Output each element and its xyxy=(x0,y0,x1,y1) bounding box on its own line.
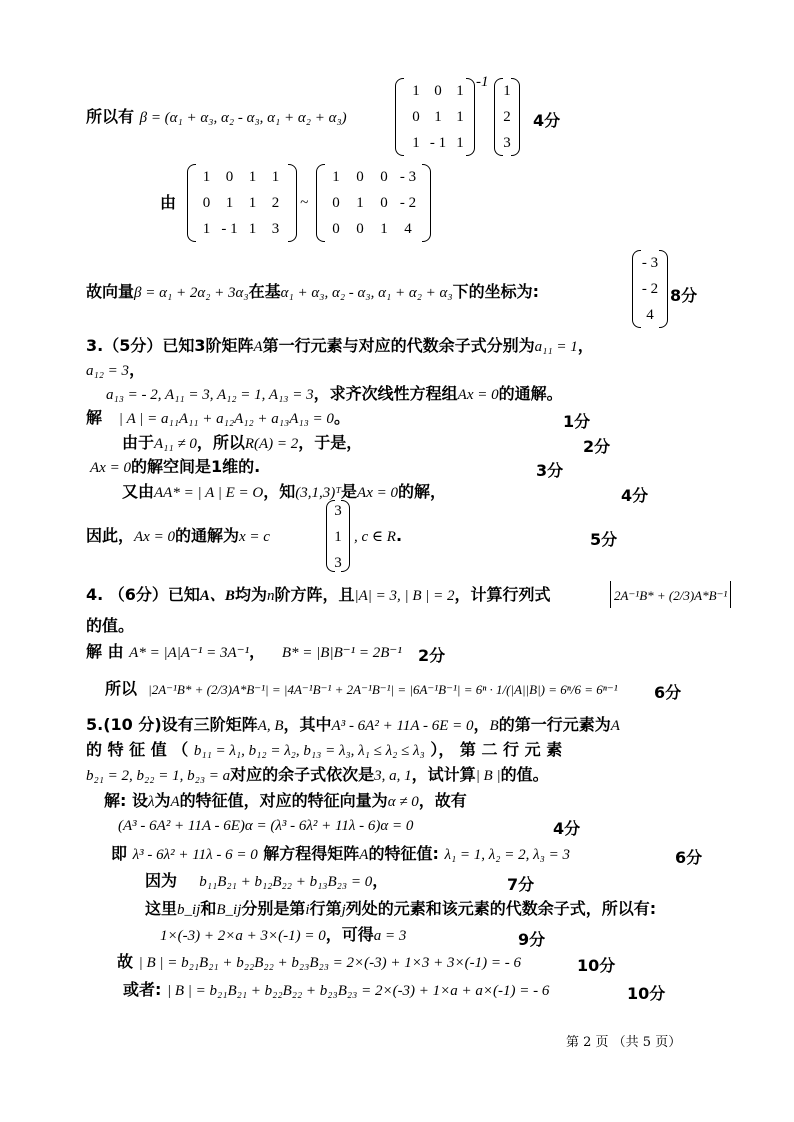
matrix-m2 xyxy=(187,164,297,242)
q4-line2: 的值。 xyxy=(86,616,135,635)
matrix-row xyxy=(324,164,431,190)
score: 2分 xyxy=(418,646,446,665)
q3-line2: a₁₂ = 3， xyxy=(86,360,146,379)
q3-sol-5: 因此，Ax = 0的通解为x = c xyxy=(86,526,270,545)
score: 5分 xyxy=(590,530,618,549)
q5-sol-1: 解: 设λ为A的特征值，对应的特征向量为α ≠ 0，故有 xyxy=(104,791,467,810)
score: 6分 xyxy=(654,683,682,702)
q4-sol-2: 所以 |2A⁻¹B* + (2/3)A*B⁻¹| = |4A⁻¹B⁻¹ + 2A⁻¹B⁻¹| = |6A⁻¹B⁻¹| = 6ⁿ · 1/(|A||B|) = 6ⁿ/6 = 6ⁿ⁻¹ xyxy=(105,679,618,698)
matrix-cell: 0 xyxy=(225,168,234,185)
matrix-cell: 1 xyxy=(248,194,257,211)
matrix-cell: - 2 xyxy=(399,194,417,211)
q3-sol-3: Ax = 0的解空间是1维的. xyxy=(90,457,261,476)
page-footer: 第 2 页 （共 5 页） xyxy=(566,1035,682,1050)
matrix-row xyxy=(195,164,297,190)
matrix-cell: 0 xyxy=(202,194,211,211)
beta-expr: β = (α₁ + α₃, α₂ - α₃, α₁ + α₂ + α₃) xyxy=(139,110,347,126)
matrix-cell: 4 xyxy=(646,306,654,323)
score: 4分 xyxy=(553,819,581,838)
matrix-cell: 1 xyxy=(248,220,257,237)
q4-sol-1: 解 由 A* = |A|A⁻¹ = 3A⁻¹， B* = |B|B⁻¹ = 2B⁻¹ xyxy=(86,642,402,661)
matrix-cell: 3 xyxy=(334,502,342,519)
line-3: 故向量β = α₁ + 2α₂ + 3α₃在基α₁ + α₃, α₂ - α₃, α₁ + α₂ + α₃下的坐标为: xyxy=(86,282,540,301)
score: 1分 xyxy=(563,412,591,431)
score: 10分 xyxy=(577,956,616,975)
matrix-cell: 1 xyxy=(456,134,464,151)
matrix-cell: 3 xyxy=(334,554,342,571)
q3-sol-4: 又由AA* = | A | E = O，知(3,1,3)ᵀ是Ax = 0的解， xyxy=(122,482,446,501)
matrix-cell: 3 xyxy=(503,134,511,151)
matrix-cell: 1 xyxy=(332,168,340,185)
matrix-row xyxy=(324,190,431,216)
vector-v3 xyxy=(326,500,350,572)
matrix-cell: - 1 xyxy=(221,220,238,237)
q5-sol-4: 因为 b₁₁B₂₁ + b₁₂B₂₂ + b₁₃B₂₃ = 0， xyxy=(145,871,389,890)
q5-title: 5.(10 分)设有三阶矩阵A, B，其中A³ - 6A² + 11A - 6E = 0，B的第一行元素为A xyxy=(86,715,620,734)
score: 4分 xyxy=(533,111,561,130)
score: 2分 xyxy=(583,437,611,456)
matrix-m3 xyxy=(316,164,431,242)
line-1 xyxy=(86,107,347,128)
matrix-cell: - 3 xyxy=(641,254,659,271)
matrix-cell: 1 xyxy=(412,134,420,151)
matrix-row xyxy=(405,104,475,130)
q5-sol-7: 故 | B | = b₂₁B₂₁ + b₂₂B₂₂ + b₂₃B₂₃ = 2×(-3) + 1×3 + 3×(-1) = - 6 xyxy=(117,952,522,971)
matrix-cell: 1 xyxy=(202,220,211,237)
matrix-cell: 0 xyxy=(412,108,420,125)
matrix-cell: 1 xyxy=(434,108,442,125)
matrix-cell: 0 xyxy=(356,168,364,185)
matrix-cell: 1 xyxy=(503,82,511,99)
text: 所以有 xyxy=(86,107,135,126)
matrix-cell: 1 xyxy=(456,82,464,99)
tilde: ~ xyxy=(300,195,309,211)
q3-title: 3.（5分）已知3阶矩阵A第一行元素与对应的代数余子式分别为a₁₁ = 1， xyxy=(86,336,594,355)
q4-det: 2A⁻¹B* + (2/3)A*B⁻¹ xyxy=(610,585,731,606)
q5-sol-3: 即 λ³ - 6λ² + 11λ - 6 = 0 解方程得矩阵A的特征值: λ₁ = 1, λ₂ = 2, λ₃ = 3 xyxy=(111,844,570,863)
line-2-prefix: 由 xyxy=(160,193,177,212)
matrix-row xyxy=(405,78,475,104)
score: 4分 xyxy=(621,486,649,505)
matrix-cell: 1 xyxy=(334,528,342,545)
matrix-cell: 2 xyxy=(271,194,280,211)
matrix-cell: 0 xyxy=(380,168,388,185)
q4-title: 4. （6分）已知A、B均为n阶方阵，且|A| = 3, | B | = 2，计算行列式 xyxy=(86,585,551,604)
q5-line3: b₂₁ = 2, b₂₂ = 1, b₂₃ = a对应的余子式依次是3, a, 1，试计算| B |的值。 xyxy=(86,765,549,784)
matrix-cell: 0 xyxy=(380,194,388,211)
matrix-cell: - 1 xyxy=(429,134,447,151)
score: 7分 xyxy=(507,875,535,894)
q5-line2: 的 特 征 值 （ b₁₁ = λ₁, b₁₂ = λ₂, b₁₃ = λ₃, λ₁ ≤ λ₂ ≤ λ₃ ）， 第 二 行 元 素 xyxy=(86,740,563,759)
matrix-cell: 3 xyxy=(271,220,280,237)
matrix-cell: 4 xyxy=(404,220,412,237)
inverse-sup: -1 xyxy=(476,74,489,90)
matrix-cell: 0 xyxy=(332,220,340,237)
matrix-cell: 1 xyxy=(202,168,211,185)
q3-sol-5b: , c ∈ R. xyxy=(354,526,403,545)
matrix-cell: - 2 xyxy=(641,280,659,297)
score: 6分 xyxy=(675,848,703,867)
q5-sol-2: (A³ - 6A² + 11A - 6E)α = (λ³ - 6λ² + 11λ - 6)α = 0 xyxy=(118,818,414,834)
matrix-cell: - 3 xyxy=(399,168,417,185)
matrix-cell: 1 xyxy=(225,194,234,211)
score: 10分 xyxy=(627,984,666,1003)
vector-v1 xyxy=(494,78,520,156)
matrix-cell: 0 xyxy=(434,82,442,99)
vector-v2 xyxy=(632,250,668,328)
matrix-cell: 2 xyxy=(503,108,511,125)
score: 3分 xyxy=(536,461,564,480)
matrix-m1 xyxy=(395,78,475,156)
q3-sol-2: 由于A₁₁ ≠ 0，所以R(A) = 2，于是， xyxy=(122,433,363,452)
score: 8分 xyxy=(670,286,698,305)
matrix-cell: 0 xyxy=(356,220,364,237)
score: 9分 xyxy=(518,930,546,949)
q5-sol-5: 这里b_ij和B_ij分别是第i行第j列处的元素和该元素的代数余子式，所以有: xyxy=(145,899,657,918)
q5-sol-6: 1×(-3) + 2×a + 3×(-1) = 0，可得a = 3 xyxy=(160,925,407,944)
q5-sol-8: 或者: | B | = b₂₁B₂₁ + b₂₂B₂₂ + b₂₃B₂₃ = 2×(-3) + 1×a + a×(-1) = - 6 xyxy=(123,980,550,999)
q3-line3: a₁₃ = - 2, A₁₁ = 3, A₁₂ = 1, A₁₃ = 3，求齐次线性方程组Ax = 0的通解。 xyxy=(106,384,563,403)
matrix-cell: 1 xyxy=(248,168,257,185)
matrix-cell: 1 xyxy=(356,194,364,211)
matrix-cell: 1 xyxy=(456,108,464,125)
q3-sol-1: 解 | A | = a₁₁A₁₁ + a₁₂A₁₂ + a₁₃A₁₃ = 0。 xyxy=(86,408,350,427)
matrix-row xyxy=(405,130,475,156)
matrix-row xyxy=(324,216,431,242)
matrix-row xyxy=(195,216,297,242)
matrix-cell: 0 xyxy=(332,194,340,211)
matrix-row xyxy=(195,190,297,216)
matrix-cell: 1 xyxy=(412,82,420,99)
matrix-cell: 1 xyxy=(380,220,388,237)
matrix-cell: 1 xyxy=(271,168,280,185)
